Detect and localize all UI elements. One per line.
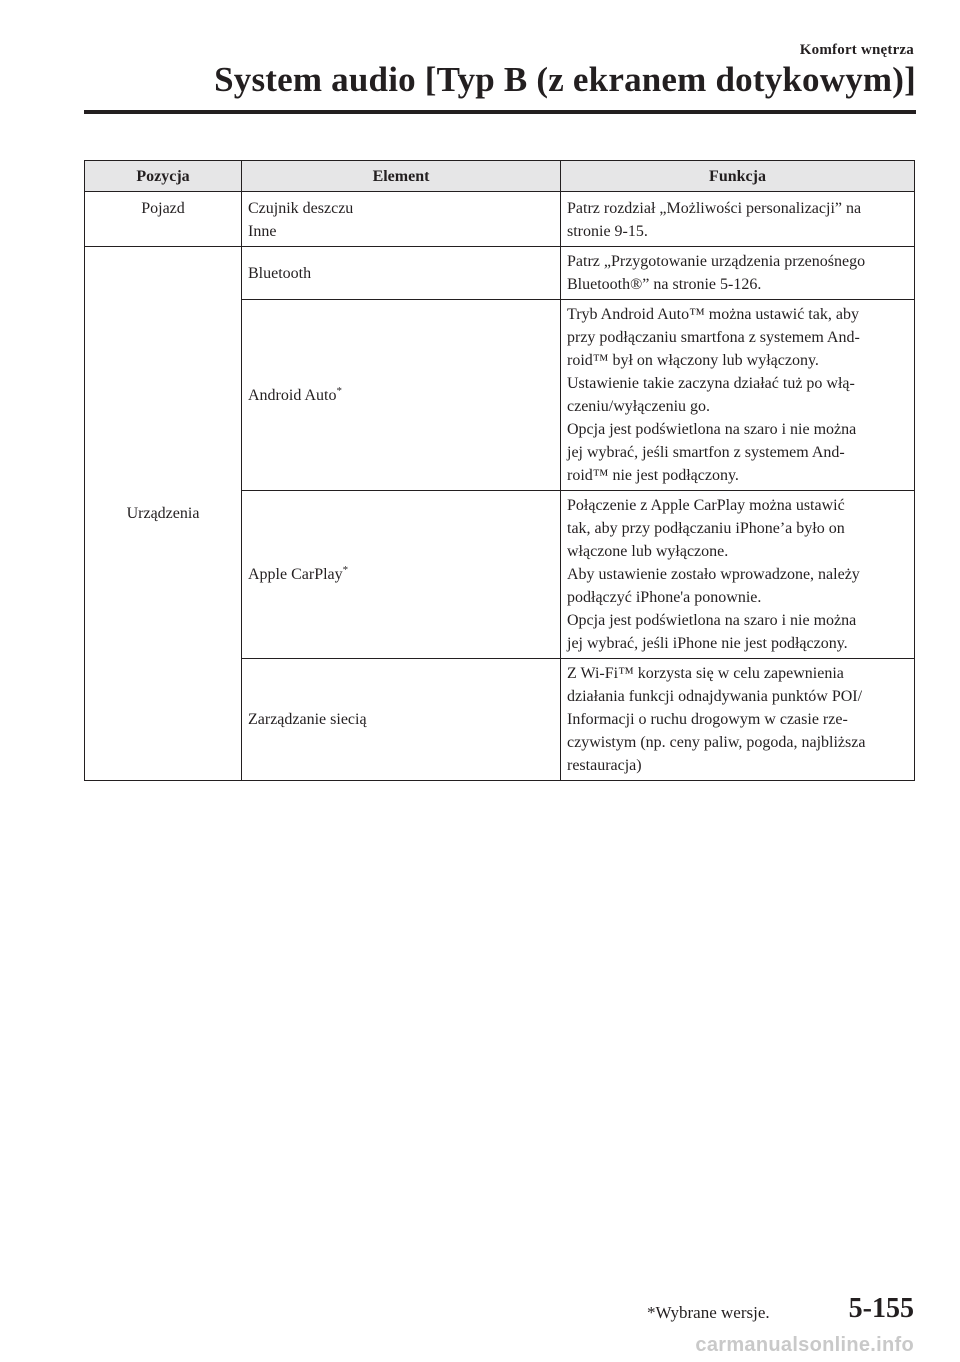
- element-cell: [242, 192, 561, 247]
- section-label: Komfort wnętrza: [799, 42, 914, 58]
- function-text: Z Wi-Fi™ korzysta się w celu zapewnienia działania funkcji odnajdywania punktów POI/ Informacji o ruchu drogowym w czasie rze- czywistym (np. ceny paliw, pogoda, najbliższa restauracja): [567, 665, 866, 774]
- column-header-element: Element: [242, 161, 561, 192]
- function-text: Patrz „Przygotowanie urządzenia przenośnego Bluetooth®” na stronie 5-126.: [567, 253, 866, 293]
- column-header-position: Pozycja: [85, 161, 242, 192]
- function-text: Patrz rozdział „Możliwości personalizacji” na stronie 9-15.: [567, 200, 862, 240]
- element-cell: [242, 300, 561, 491]
- function-cell: [561, 491, 915, 659]
- element-cell: [242, 247, 561, 300]
- table-header-row: [85, 161, 915, 192]
- position-cell: [85, 192, 242, 247]
- function-cell: [561, 300, 915, 491]
- function-cell: [561, 192, 915, 247]
- element-label: Android Auto: [248, 386, 337, 404]
- settings-table: [84, 160, 915, 781]
- watermark: carmanualsonline.info: [695, 1334, 914, 1356]
- header-rule: [84, 110, 916, 114]
- function-cell: [561, 659, 915, 781]
- element-label: Czujnik deszczu Inne: [248, 200, 354, 240]
- function-cell: [561, 247, 915, 300]
- page-number: 5-155: [848, 1293, 914, 1324]
- table-row: [85, 247, 915, 300]
- position-cell: [85, 247, 242, 781]
- footnote-star: *: [336, 384, 342, 397]
- footnote-star: *: [342, 564, 349, 576]
- footnote: *Wybrane wersje.: [647, 1303, 770, 1322]
- position-label: Urządzenia: [126, 505, 200, 522]
- element-label: Bluetooth: [248, 264, 312, 282]
- element-label: Apple CarPlay: [248, 566, 343, 583]
- element-cell: [242, 491, 561, 659]
- column-header-function: Funkcja: [561, 161, 915, 192]
- element-label: Zarządzanie siecią: [248, 711, 367, 728]
- element-cell: [242, 659, 561, 781]
- page-title: System audio [Typ B (z ekranem dotykowym)]: [214, 60, 916, 99]
- table-row: [85, 192, 915, 247]
- function-text: Tryb Android Auto™ można ustawić tak, aby przy podłączaniu smartfona z systemem And- roid™ był on włączony lub wyłączony. Ustawienie takie zaczyna działać tuż po włą- czeniu/wyłączeniu go. Opcja jest podświetlona na szaro i nie można jej wybrać, jeśli smartfon z systemem And- roid™ nie jest podłączony.: [567, 306, 860, 484]
- function-text: Połączenie z Apple CarPlay można ustawić tak, aby przy podłączaniu iPhone’a było on włączone lub wyłączone. Aby ustawienie zostało wprowadzone, należy podłączyć iPhone'a ponownie. Opcja jest podświetlona na szaro i nie można jej wybrać, jeśli iPhone nie jest podłączony.: [567, 497, 860, 652]
- position-label: Pojazd: [141, 200, 185, 217]
